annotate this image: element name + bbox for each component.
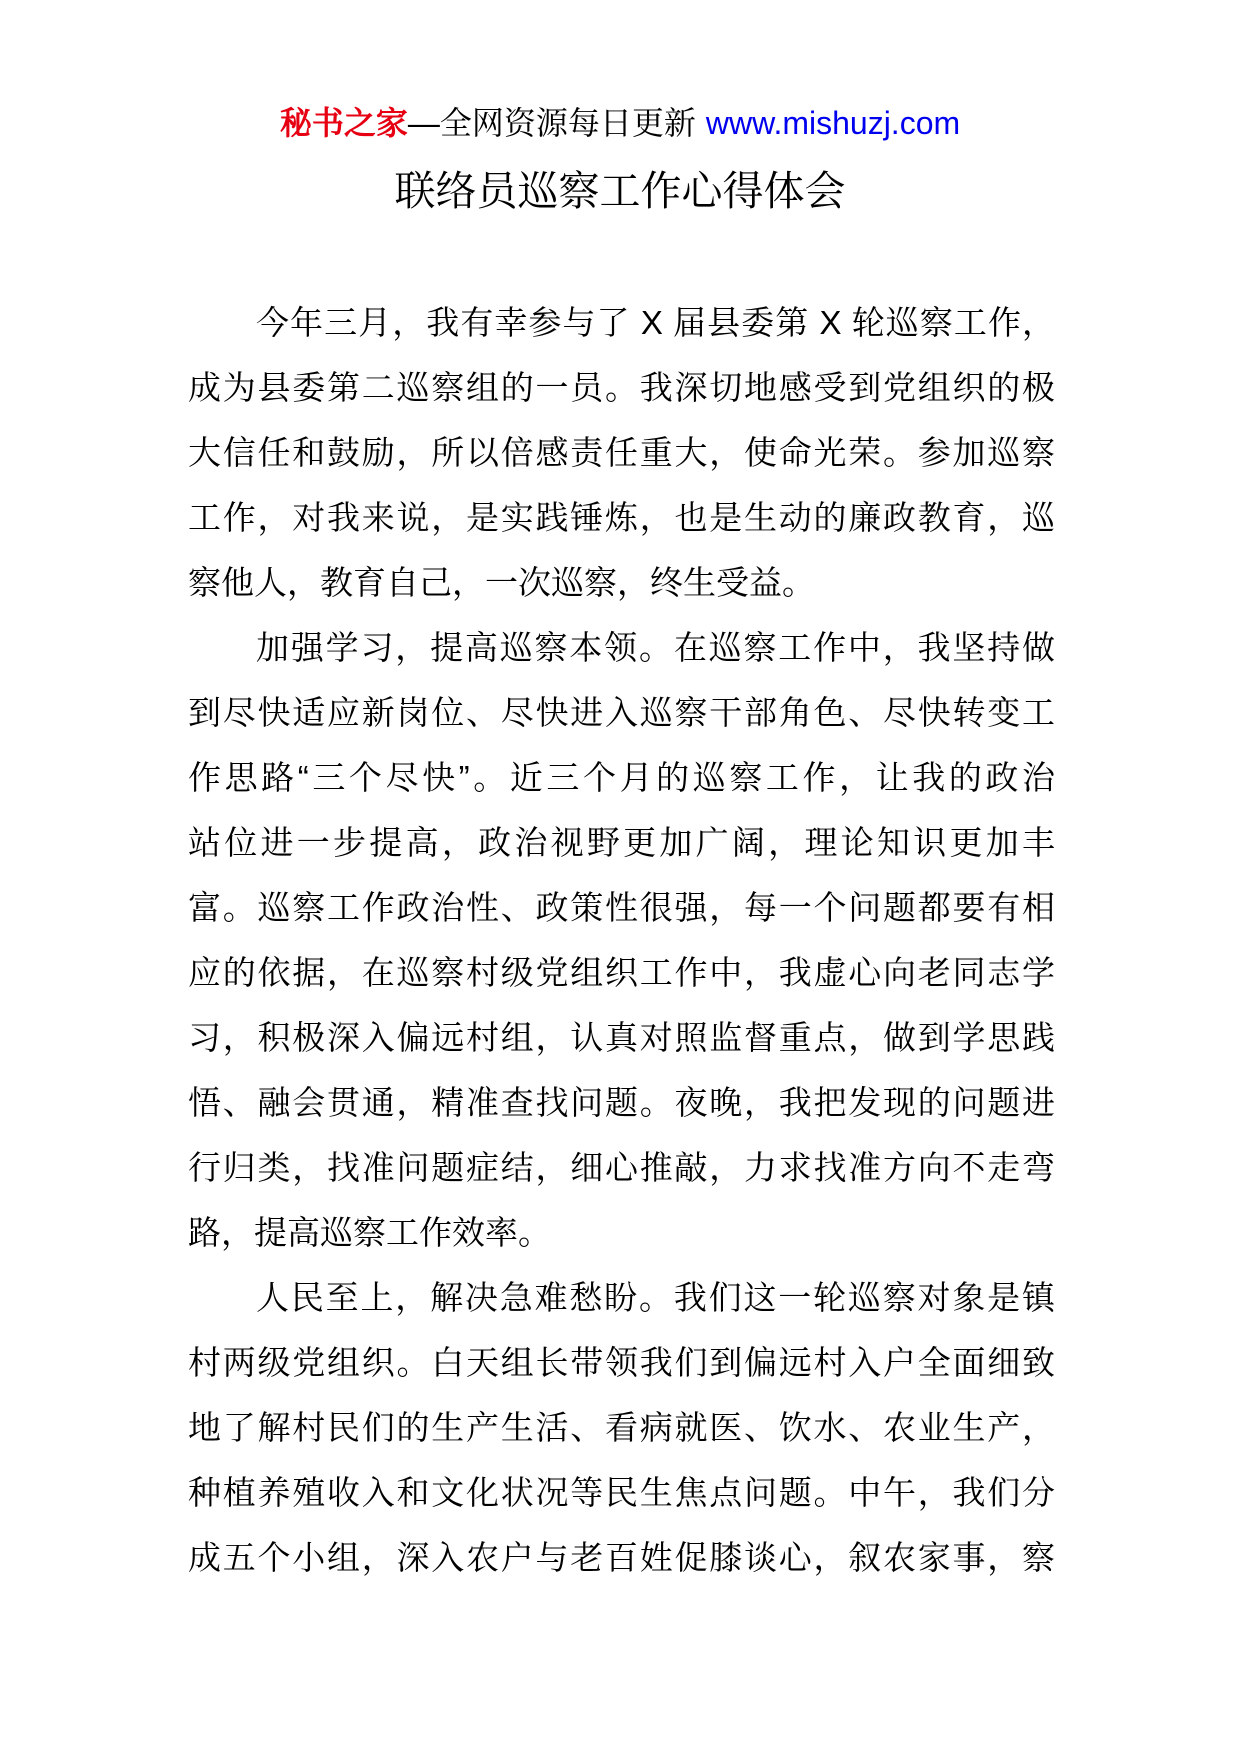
paragraph-2-line-2: 到尽快适应新岗位、尽快进入巡察干部角色、尽快转变工 [188,694,1055,731]
paragraph-1 [188,290,1055,615]
paragraph-2-line-8: 悟、融会贯通，精准查找问题。夜晚，我把发现的问题进 [188,1084,1055,1121]
paragraph-3-line-5: 成五个小组，深入农户与老百姓促膝谈心，叙农家事，察 [188,1539,1055,1576]
paragraph-3-line-4: 种植养殖收入和文化状况等民生焦点问题。中午，我们分 [188,1474,1055,1511]
paragraph-2-line-1: 加强学习，提高巡察本领。在巡察工作中，我坚持做 [256,629,1055,666]
site-header [0,103,1240,143]
paragraph-3-line-3: 地了解村民们的生产生活、看病就医、饮水、农业生产， [188,1409,1055,1446]
paragraph-2-line-7: 习，积极深入偏远村组，认真对照监督重点，做到学思践 [188,1019,1055,1056]
paragraph-3-line-1: 人民至上，解决急难愁盼。我们这一轮巡察对象是镇 [256,1279,1055,1316]
paragraph-1-line-3: 大信任和鼓励，所以倍感责任重大，使命光荣。参加巡察 [188,434,1055,471]
paragraph-3-line-2: 村两级党组织。白天组长带领我们到偏远村入户全面细致 [188,1344,1055,1381]
document-body [188,290,1055,1590]
paragraph-2-line-4: 站位进一步提高，政治视野更加广阔，理论知识更加丰 [188,824,1055,861]
paragraph-2-line-3: 作思路“三个尽快”。近三个月的巡察工作，让我的政治 [188,759,1055,796]
paragraph-2 [188,615,1055,1265]
paragraph-2-line-10: 路，提高巡察工作效率。 [188,1214,551,1251]
paragraph-2-line-6: 应的依据，在巡察村级党组织工作中，我虚心向老同志学 [188,954,1055,991]
brand-name: 秘书之家 [279,105,408,141]
site-url-link[interactable]: www.mishuzj.com [705,105,961,141]
paragraph-1-line-5: 察他人，教育自己，一次巡察，终生受益。 [188,564,815,601]
site-tagline: —全网资源每日更新 [407,105,696,141]
paragraph-1-line-2: 成为县委第二巡察组的一员。我深切地感受到党组织的极 [188,369,1055,406]
paragraph-3 [188,1265,1055,1590]
paragraph-1-line-4: 工作，对我来说，是实践锤炼，也是生动的廉政教育，巡 [188,499,1055,536]
paragraph-2-line-5: 富。巡察工作政治性、政策性很强，每一个问题都要有相 [188,889,1055,926]
paragraph-1-line-1: 今年三月，我有幸参与了 X 届县委第 X 轮巡察工作， [256,304,1055,341]
document-title: 联络员巡察工作心得体会 [394,168,846,214]
paragraph-2-line-9: 行归类，找准问题症结，细心推敲，力求找准方向不走弯 [188,1149,1055,1186]
